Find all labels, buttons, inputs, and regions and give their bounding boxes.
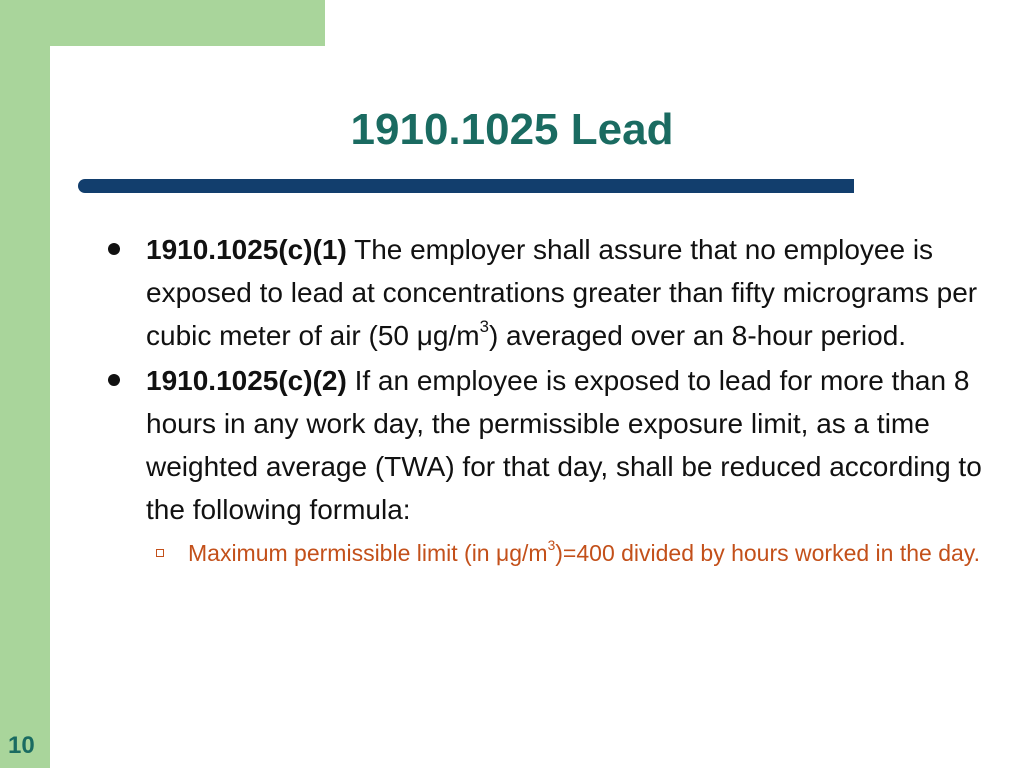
- unit-text: μg/m: [495, 540, 548, 566]
- bullet-text-end: ) averaged over an 8-hour period.: [488, 320, 907, 351]
- bullet-dot-icon: [108, 243, 120, 255]
- bullet-text: If an employee is exposed to lead for more than 8 hours in any work day, the permissible exposure limit, as a time weighted average (TWA) for that day, shall be reduced according to the following formula:: [146, 365, 982, 525]
- bullet-item-2: [104, 359, 984, 531]
- bullet-reference: 1910.1025(c)(1): [146, 234, 347, 265]
- bullet-item-1: [104, 228, 984, 357]
- sub-bullet-text-end: )=400 divided by hours worked in the day.: [555, 540, 980, 566]
- hollow-square-bullet-icon: [156, 549, 164, 557]
- sub-bullet-item: [146, 539, 984, 568]
- slide-title: 1910.1025 Lead: [350, 105, 674, 154]
- title-underline-rule: [78, 179, 854, 193]
- bullet-reference: 1910.1025(c)(2): [146, 365, 347, 396]
- unit-text: μg/m: [416, 320, 480, 351]
- slide-content: [104, 228, 984, 568]
- unit-superscript: 3: [479, 317, 489, 337]
- sub-bullet-text: Maximum permissible limit (in: [188, 540, 496, 566]
- slide-number: 10: [8, 732, 35, 759]
- bullet-dot-icon: [108, 374, 120, 386]
- bullet-text: The employer shall assure that no employee is exposed to lead at concentrations greater than fifty micrograms per cubic meter of air (50: [146, 234, 978, 351]
- unit-superscript: 3: [547, 538, 556, 554]
- frame-green-top: [0, 0, 325, 46]
